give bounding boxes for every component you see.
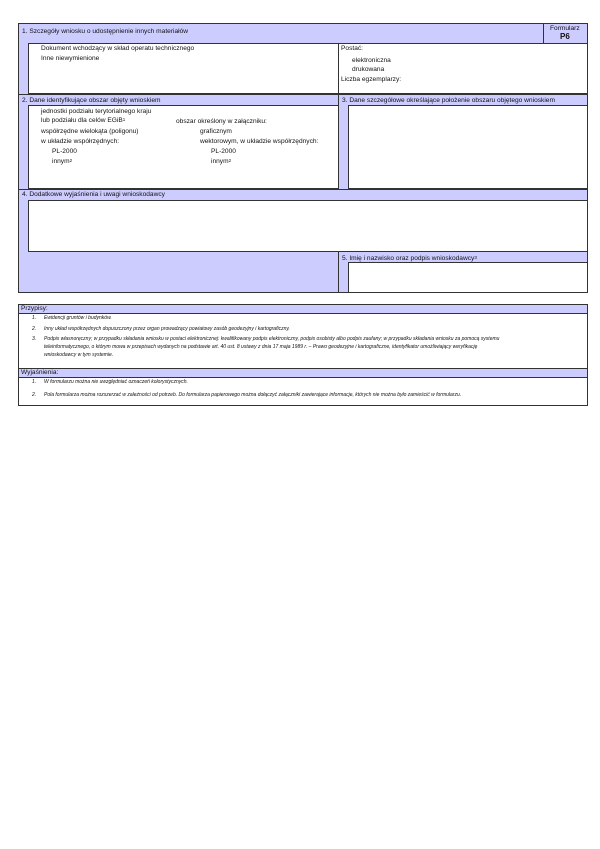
coord-system-label: w układzie współrzędnych:	[41, 138, 120, 145]
section3-field[interactable]	[348, 105, 588, 189]
section3-title: 3. Dane szczegółowe określające położenie obszaru objętego wnioskiem	[342, 97, 555, 104]
vector-option[interactable]: wektorowym, w układzie współrzędnych:	[200, 138, 319, 145]
format-option[interactable]: elektroniczna	[352, 57, 391, 64]
format-option[interactable]: drukowana	[352, 66, 385, 73]
footnote: 2. Inny układ współrzędnych dopuszczony przez organ prowadzący powiatowy zasób geodezyjny i kartograficzny.	[32, 326, 290, 332]
copies-label: Liczba egzemplarzy:	[341, 76, 402, 83]
explanation: 2. Pola formularza można rozszerzać w zależności od potrzeb. Do formularza papierowego można dołączyć załączniki zawierające informacje, których nie można było zamieścić w formularzu.	[32, 392, 462, 398]
pl2000-vector-option[interactable]: PL-2000	[211, 148, 236, 155]
section1-title: 1. Szczegóły wniosku o udostępnienie innych materiałów	[22, 28, 189, 35]
unit-option-line2: lub podziału dla celów EGiB$^1$	[41, 117, 126, 124]
section4-field[interactable]	[28, 200, 588, 252]
material-item[interactable]: Dokument wchodzący w skład operatu technicznego	[41, 45, 195, 52]
section2-title: 2. Dane identyfikujące obszar objęty wnioskiem	[22, 97, 161, 104]
other-vector-option[interactable]: innym$^2$	[211, 158, 232, 165]
footnote: 3. Podpis własnoręczny; w przypadku składania wniosku w postaci elektronicznej: kwalifikowany podpis elektroniczny, podpis osobisty albo podpis zaufany; w przypadku składania wniosku za pomocą systemu teleinformatycznego, o którym mowa w przepisach wydanych na podstawie art. 40 ust. 8 ustawy z dnia 17 maja 1989 r. – Prawo geodezyjne i kartograficzne, identyfikator umożliwiający weryfikację wnioskodawcy w tym systemie.	[32, 336, 500, 358]
form-code: P6	[560, 32, 570, 41]
form-label: Formularz	[550, 25, 580, 32]
graphic-option[interactable]: graficznym	[200, 128, 232, 135]
format-label: Postać:	[341, 45, 363, 52]
other-system-option[interactable]: innym$^2$	[52, 158, 73, 165]
footnotes-title: Przypisy:	[21, 305, 48, 312]
attachment-label: obszar określony w załączniku:	[176, 118, 267, 125]
footnote: 1. Ewidencji gruntów i budynków.	[32, 315, 112, 321]
section4-title: 4. Dodatkowe wyjaśnienia i uwagi wnioskodawcy	[22, 191, 165, 198]
material-item[interactable]: Inne niewymienione	[41, 55, 100, 62]
unit-option[interactable]: jednostki podziału terytorialnego kraju	[41, 108, 152, 115]
signature-field[interactable]	[348, 262, 588, 293]
polygon-option[interactable]: współrzędne wielokąta (poligonu)	[41, 128, 139, 135]
section5-title: 5. Imię i nazwisko oraz podpis wnioskodawcy$^3$	[342, 255, 477, 262]
explanations-title: Wyjaśnienia:	[21, 369, 59, 376]
explanation: 1. W formularzu można nie uwzględniać oznaczeń kolorystycznych.	[32, 379, 188, 385]
pl2000-option[interactable]: PL-2000	[52, 148, 77, 155]
